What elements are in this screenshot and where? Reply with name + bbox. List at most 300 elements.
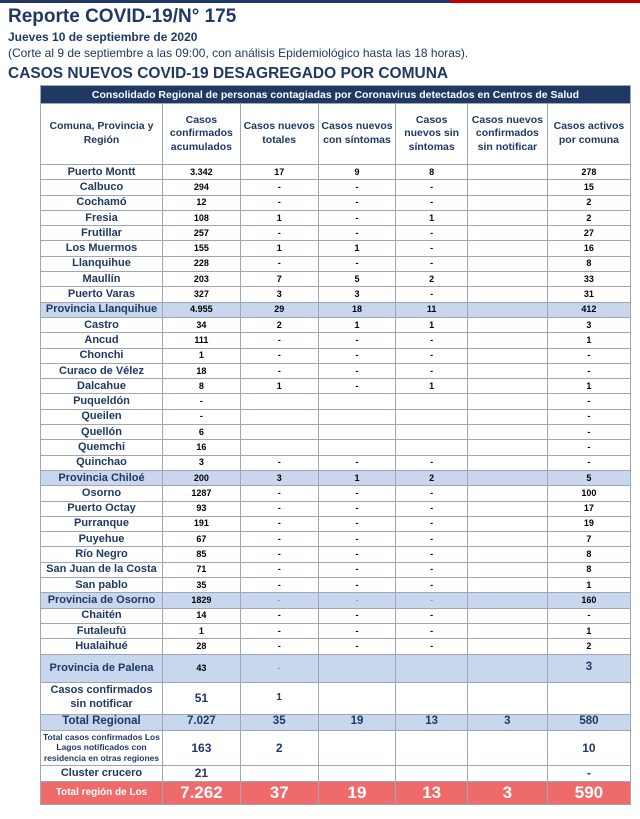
cell-sin-notificar	[467, 302, 547, 317]
cell-activos: -	[547, 608, 630, 623]
cell-nuevos-totales: -	[240, 486, 318, 501]
commune-row	[41, 195, 631, 210]
cell-acumulados: 294	[162, 180, 240, 195]
cell-sin-sintomas	[396, 682, 468, 714]
cell-sin-sintomas: 1	[396, 379, 468, 394]
cell-nuevos-totales	[240, 409, 318, 424]
cell-activos: 16	[547, 241, 630, 256]
cell-nuevos-totales: -	[240, 363, 318, 378]
cell-nuevos-totales: -	[240, 348, 318, 363]
cell-sin-notificar	[467, 226, 547, 241]
covid-commune-table	[40, 85, 631, 805]
commune-row	[41, 287, 631, 302]
commune-row	[41, 532, 631, 547]
cell-nuevos-totales: 2	[240, 730, 318, 765]
cell-activos: -	[547, 409, 630, 424]
cell-sin-notificar	[467, 409, 547, 424]
cell-activos: 1	[547, 578, 630, 593]
cell-sin-notificar	[467, 165, 547, 180]
cell-sin-sintomas: -	[396, 639, 468, 654]
cell-nuevos-totales: -	[240, 578, 318, 593]
commune-row	[41, 379, 631, 394]
row-name: Total Regional	[41, 714, 163, 730]
cell-con-sintomas: -	[318, 578, 396, 593]
cell-sin-notificar	[467, 256, 547, 271]
cell-activos: 19	[547, 516, 630, 531]
cell-con-sintomas	[318, 654, 396, 682]
header-sin-sintomas: Casos nuevos sin síntomas	[396, 104, 468, 165]
cell-activos: 8	[547, 547, 630, 562]
top-accent-bar	[0, 0, 640, 3]
cell-nuevos-totales: -	[240, 593, 318, 608]
cell-sin-notificar	[467, 470, 547, 485]
cell-sin-sintomas: -	[396, 180, 468, 195]
cell-sin-notificar	[467, 608, 547, 623]
cell-activos: -	[547, 394, 630, 409]
cell-sin-sintomas	[396, 654, 468, 682]
cell-sin-sintomas: 13	[396, 781, 468, 804]
cell-sin-sintomas: -	[396, 363, 468, 378]
cell-acumulados: 18	[162, 363, 240, 378]
cell-con-sintomas: -	[318, 593, 396, 608]
cell-activos: 1	[547, 379, 630, 394]
row-total-region	[41, 781, 631, 804]
cell-activos: -	[547, 440, 630, 455]
cell-activos: 278	[547, 165, 630, 180]
cell-sin-notificar	[467, 348, 547, 363]
cell-acumulados: 163	[162, 730, 240, 765]
cell-con-sintomas	[318, 730, 396, 765]
cell-activos: 8	[547, 562, 630, 577]
cell-con-sintomas: 5	[318, 272, 396, 287]
cell-acumulados: 327	[162, 287, 240, 302]
cell-nuevos-totales: 1	[240, 682, 318, 714]
cell-activos: -	[547, 425, 630, 440]
row-cluster-crucero	[41, 765, 631, 781]
cell-con-sintomas: -	[318, 180, 396, 195]
cell-acumulados: 6	[162, 425, 240, 440]
cell-con-sintomas: -	[318, 455, 396, 470]
cell-con-sintomas: -	[318, 516, 396, 531]
row-name: Purranque	[41, 516, 163, 531]
cell-sin-notificar	[467, 623, 547, 638]
cell-nuevos-totales: -	[240, 180, 318, 195]
cell-con-sintomas: 19	[318, 781, 396, 804]
cell-nuevos-totales: 1	[240, 379, 318, 394]
cell-nuevos-totales	[240, 425, 318, 440]
province-row	[41, 654, 631, 682]
cell-acumulados: -	[162, 409, 240, 424]
cell-sin-notificar	[467, 730, 547, 765]
cell-acumulados: 12	[162, 195, 240, 210]
row-name: Total región de Los	[41, 781, 163, 804]
cell-activos: -	[547, 363, 630, 378]
cell-nuevos-totales: -	[240, 623, 318, 638]
cell-sin-sintomas: -	[396, 578, 468, 593]
cell-sin-notificar	[467, 578, 547, 593]
cell-sin-notificar	[467, 486, 547, 501]
cell-con-sintomas: -	[318, 639, 396, 654]
cell-acumulados: 1	[162, 623, 240, 638]
cell-sin-sintomas	[396, 765, 468, 781]
cell-con-sintomas	[318, 440, 396, 455]
cell-sin-sintomas: 13	[396, 714, 468, 730]
commune-row	[41, 409, 631, 424]
cell-con-sintomas: -	[318, 333, 396, 348]
cell-sin-sintomas: -	[396, 532, 468, 547]
commune-row	[41, 333, 631, 348]
cell-nuevos-totales: -	[240, 562, 318, 577]
header-comuna: Comuna, Provincia y Región	[41, 104, 163, 165]
cell-con-sintomas: -	[318, 348, 396, 363]
cell-sin-notificar	[467, 317, 547, 332]
cell-acumulados: 21	[162, 765, 240, 781]
cell-con-sintomas: -	[318, 210, 396, 225]
cell-acumulados: 7.027	[162, 714, 240, 730]
cell-sin-notificar: 3	[467, 714, 547, 730]
cell-acumulados: 155	[162, 241, 240, 256]
row-name: Futaleufú	[41, 623, 163, 638]
cell-activos: 1	[547, 333, 630, 348]
cell-sin-sintomas: -	[396, 455, 468, 470]
province-row	[41, 593, 631, 608]
cell-sin-sintomas: -	[396, 593, 468, 608]
cell-sin-sintomas	[396, 425, 468, 440]
cell-nuevos-totales: 7	[240, 272, 318, 287]
commune-row	[41, 501, 631, 516]
row-name: Maullín	[41, 272, 163, 287]
row-name: Dalcahue	[41, 379, 163, 394]
cell-nuevos-totales	[240, 440, 318, 455]
row-name: Castro	[41, 317, 163, 332]
commune-row	[41, 317, 631, 332]
cell-nuevos-totales: -	[240, 608, 318, 623]
cell-con-sintomas: 19	[318, 714, 396, 730]
commune-row	[41, 639, 631, 654]
row-name: Osorno	[41, 486, 163, 501]
commune-row	[41, 425, 631, 440]
commune-row	[41, 210, 631, 225]
row-name: Total casos confirmados Los Lagos notificados con residencia en otras regiones	[41, 730, 163, 765]
header-sin-notificar: Casos nuevos confirmados sin notificar	[467, 104, 547, 165]
cell-sin-notificar	[467, 333, 547, 348]
cell-con-sintomas: 9	[318, 165, 396, 180]
commune-row	[41, 623, 631, 638]
cell-sin-notificar	[467, 287, 547, 302]
commune-row	[41, 226, 631, 241]
row-name: Llanquihue	[41, 256, 163, 271]
row-name: Casos confirmados sin notificar	[41, 682, 163, 714]
row-name: Quemchi	[41, 440, 163, 455]
row-name: Puyehue	[41, 532, 163, 547]
cell-sin-sintomas: -	[396, 547, 468, 562]
row-name: San pablo	[41, 578, 163, 593]
cell-sin-sintomas: -	[396, 608, 468, 623]
cell-sin-notificar	[467, 593, 547, 608]
report-subtitle: CASOS NUEVOS COVID-19 DESAGREGADO POR COMUNA	[8, 65, 449, 82]
cell-activos: 17	[547, 501, 630, 516]
cell-sin-sintomas	[396, 730, 468, 765]
cell-activos: 10	[547, 730, 630, 765]
cell-acumulados: 67	[162, 532, 240, 547]
cell-acumulados: 16	[162, 440, 240, 455]
cell-acumulados: 1829	[162, 593, 240, 608]
row-sin-notificar	[41, 682, 631, 714]
commune-row	[41, 256, 631, 271]
cell-sin-notificar	[467, 195, 547, 210]
cell-con-sintomas: -	[318, 501, 396, 516]
row-name: San Juan de la Costa	[41, 562, 163, 577]
cell-con-sintomas: -	[318, 532, 396, 547]
row-name: Puerto Montt	[41, 165, 163, 180]
cell-activos: 2	[547, 195, 630, 210]
cell-activos: 160	[547, 593, 630, 608]
report-title: Reporte COVID-19/N° 175	[8, 6, 237, 27]
cell-sin-notificar	[467, 455, 547, 470]
commune-row	[41, 440, 631, 455]
cell-con-sintomas: -	[318, 195, 396, 210]
cell-sin-notificar	[467, 516, 547, 531]
cell-acumulados: 35	[162, 578, 240, 593]
commune-row	[41, 348, 631, 363]
row-name: Hualaihué	[41, 639, 163, 654]
cell-nuevos-totales: 3	[240, 287, 318, 302]
header-con-sintomas: Casos nuevos con síntomas	[318, 104, 396, 165]
cell-sin-sintomas: -	[396, 486, 468, 501]
cell-activos: 33	[547, 272, 630, 287]
cell-acumulados: 1287	[162, 486, 240, 501]
cell-sin-notificar	[467, 241, 547, 256]
cell-sin-notificar	[467, 425, 547, 440]
cell-activos: 27	[547, 226, 630, 241]
cell-con-sintomas: -	[318, 623, 396, 638]
cell-con-sintomas: -	[318, 363, 396, 378]
cell-con-sintomas	[318, 682, 396, 714]
cell-nuevos-totales	[240, 394, 318, 409]
cell-nuevos-totales: -	[240, 639, 318, 654]
cell-sin-notificar	[467, 394, 547, 409]
cell-nuevos-totales: -	[240, 256, 318, 271]
cell-acumulados: 43	[162, 654, 240, 682]
cell-nuevos-totales: -	[240, 532, 318, 547]
commune-row	[41, 608, 631, 623]
cell-nuevos-totales: -	[240, 195, 318, 210]
cell-acumulados: 14	[162, 608, 240, 623]
commune-row	[41, 180, 631, 195]
row-name: Queilen	[41, 409, 163, 424]
row-name: Puerto Varas	[41, 287, 163, 302]
cell-nuevos-totales: 3	[240, 470, 318, 485]
row-name: Provincia de Osorno	[41, 593, 163, 608]
row-name: Quinchao	[41, 455, 163, 470]
cell-nuevos-totales: 1	[240, 241, 318, 256]
cell-sin-notificar	[467, 765, 547, 781]
commune-row	[41, 578, 631, 593]
cell-sin-sintomas: 1	[396, 317, 468, 332]
cell-sin-notificar	[467, 272, 547, 287]
cell-activos	[547, 682, 630, 714]
cell-nuevos-totales: -	[240, 226, 318, 241]
cell-nuevos-totales: -	[240, 333, 318, 348]
cell-con-sintomas: 18	[318, 302, 396, 317]
cell-acumulados: 51	[162, 682, 240, 714]
cell-sin-sintomas: 8	[396, 165, 468, 180]
cell-activos: -	[547, 455, 630, 470]
row-name: Provincia Chiloé	[41, 470, 163, 485]
cell-sin-sintomas: -	[396, 501, 468, 516]
cell-activos: 100	[547, 486, 630, 501]
cell-acumulados: 108	[162, 210, 240, 225]
cell-acumulados: 111	[162, 333, 240, 348]
commune-row	[41, 562, 631, 577]
cell-sin-sintomas: -	[396, 516, 468, 531]
cell-sin-sintomas: 2	[396, 272, 468, 287]
commune-row	[41, 455, 631, 470]
cell-acumulados: -	[162, 394, 240, 409]
cell-sin-notificar	[467, 210, 547, 225]
cell-activos: -	[547, 348, 630, 363]
cell-acumulados: 4.955	[162, 302, 240, 317]
cell-sin-sintomas: 1	[396, 210, 468, 225]
report-date: Jueves 10 de septiembre de 2020	[8, 30, 198, 44]
cell-sin-sintomas: -	[396, 562, 468, 577]
header-activos: Casos activos por comuna	[547, 104, 630, 165]
cell-acumulados: 3.342	[162, 165, 240, 180]
cell-activos: 5	[547, 470, 630, 485]
cell-sin-sintomas: -	[396, 241, 468, 256]
cell-con-sintomas: -	[318, 226, 396, 241]
cell-acumulados: 71	[162, 562, 240, 577]
cell-acumulados: 203	[162, 272, 240, 287]
cell-activos: 3	[547, 654, 630, 682]
header-nuevos-totales: Casos nuevos totales	[240, 104, 318, 165]
cell-acumulados: 7.262	[162, 781, 240, 804]
cell-sin-notificar	[467, 639, 547, 654]
cell-sin-notificar	[467, 363, 547, 378]
province-row	[41, 302, 631, 317]
cell-activos: 1	[547, 623, 630, 638]
cell-sin-sintomas	[396, 440, 468, 455]
cell-sin-sintomas: 2	[396, 470, 468, 485]
row-name: Provincia Llanquihue	[41, 302, 163, 317]
row-name: Puqueldón	[41, 394, 163, 409]
cell-sin-notificar	[467, 682, 547, 714]
row-name: Curaco de Vélez	[41, 363, 163, 378]
cell-activos: 3	[547, 317, 630, 332]
cell-sin-sintomas: -	[396, 333, 468, 348]
cell-sin-notificar	[467, 562, 547, 577]
cell-nuevos-totales: 37	[240, 781, 318, 804]
cell-nuevos-totales: 17	[240, 165, 318, 180]
province-row	[41, 470, 631, 485]
cell-nuevos-totales	[240, 765, 318, 781]
cell-acumulados: 8	[162, 379, 240, 394]
cell-sin-notificar	[467, 440, 547, 455]
cell-con-sintomas: -	[318, 486, 396, 501]
row-name: Provincia de Palena	[41, 654, 163, 682]
cell-activos: 580	[547, 714, 630, 730]
cell-nuevos-totales: -	[240, 501, 318, 516]
cell-con-sintomas: 1	[318, 317, 396, 332]
cell-sin-notificar	[467, 379, 547, 394]
commune-row	[41, 486, 631, 501]
cell-con-sintomas: -	[318, 256, 396, 271]
cell-sin-sintomas	[396, 394, 468, 409]
cell-sin-notificar	[467, 547, 547, 562]
cell-activos: 590	[547, 781, 630, 804]
cell-activos: 2	[547, 639, 630, 654]
header-acumulados: Casos confirmados acumulados	[162, 104, 240, 165]
row-name: Cluster crucero	[41, 765, 163, 781]
row-name: Fresia	[41, 210, 163, 225]
cell-acumulados: 28	[162, 639, 240, 654]
cell-acumulados: 93	[162, 501, 240, 516]
cell-con-sintomas: -	[318, 547, 396, 562]
table-body	[41, 165, 631, 683]
cell-activos: -	[547, 765, 630, 781]
cell-nuevos-totales: 35	[240, 714, 318, 730]
cell-activos: 2	[547, 210, 630, 225]
row-name: Calbuco	[41, 180, 163, 195]
cell-acumulados: 1	[162, 348, 240, 363]
row-name: Los Muermos	[41, 241, 163, 256]
cell-con-sintomas	[318, 765, 396, 781]
row-name: Quellón	[41, 425, 163, 440]
commune-row	[41, 165, 631, 180]
cell-nuevos-totales: 29	[240, 302, 318, 317]
cell-nuevos-totales: -	[240, 455, 318, 470]
cell-activos: 31	[547, 287, 630, 302]
report-cutoff: (Corte al 9 de septiembre a las 09:00, con análisis Epidemiológico hasta las 18 horas).	[8, 46, 469, 60]
cell-sin-sintomas: -	[396, 348, 468, 363]
cell-sin-sintomas	[396, 409, 468, 424]
cell-activos: 412	[547, 302, 630, 317]
cell-sin-notificar: 3	[467, 781, 547, 804]
cell-con-sintomas: -	[318, 562, 396, 577]
cell-activos: 15	[547, 180, 630, 195]
cell-sin-sintomas: 11	[396, 302, 468, 317]
cell-nuevos-totales: -	[240, 516, 318, 531]
cell-activos: 8	[547, 256, 630, 271]
cell-nuevos-totales: 2	[240, 317, 318, 332]
cell-acumulados: 85	[162, 547, 240, 562]
cell-nuevos-totales: -	[240, 547, 318, 562]
cell-sin-sintomas: -	[396, 256, 468, 271]
cell-sin-notificar	[467, 180, 547, 195]
row-name: Cochamó	[41, 195, 163, 210]
cell-con-sintomas: 3	[318, 287, 396, 302]
cell-sin-notificar	[467, 532, 547, 547]
row-name: Chonchi	[41, 348, 163, 363]
row-total-regional	[41, 714, 631, 730]
row-name: Ancud	[41, 333, 163, 348]
cell-nuevos-totales: 1	[240, 210, 318, 225]
table-banner: Consolidado Regional de personas contagiadas por Coronavirus detectados en Centros de Salud	[41, 86, 631, 104]
row-name: Río Negro	[41, 547, 163, 562]
cell-sin-notificar	[467, 654, 547, 682]
top-accent-red	[450, 0, 640, 3]
commune-row	[41, 363, 631, 378]
cell-sin-notificar	[467, 501, 547, 516]
commune-row	[41, 272, 631, 287]
commune-row	[41, 241, 631, 256]
commune-row	[41, 516, 631, 531]
cell-con-sintomas: -	[318, 608, 396, 623]
cell-sin-sintomas: -	[396, 623, 468, 638]
cell-acumulados: 257	[162, 226, 240, 241]
cell-nuevos-totales: -	[240, 654, 318, 682]
cell-activos: 7	[547, 532, 630, 547]
